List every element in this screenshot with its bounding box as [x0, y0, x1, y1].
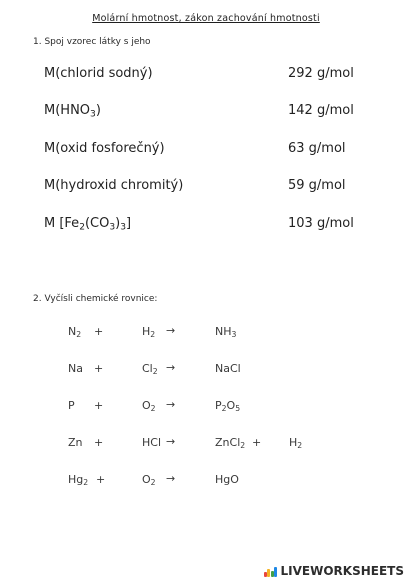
- equation-3-arrow: →: [166, 398, 176, 411]
- equation-4-arrow: →: [166, 435, 176, 448]
- equation-2-product-1: NaCl: [215, 362, 241, 375]
- equation-1-reactant-2: $H_2$: [142, 325, 156, 339]
- equation-1-reactant-1: $N_2$: [68, 325, 82, 339]
- molar-mass-value-1[interactable]: 292 g/mol: [288, 66, 354, 81]
- equation-2-reactant-2: $Cl_2$: [142, 362, 158, 376]
- task2-instruction: 2. Vyčísli chemické rovnice:: [33, 294, 158, 304]
- equation-4-plus: +: [94, 436, 104, 449]
- molar-mass-formula-3[interactable]: M(oxid fosforečný): [44, 141, 165, 156]
- molar-mass-value-5[interactable]: 103 g/mol: [288, 216, 354, 231]
- molar-mass-formula-2[interactable]: $M(HNO_3)$: [44, 103, 101, 120]
- equation-4-reactant-1: Zn: [68, 436, 83, 449]
- equation-5-reactant-1: $Hg_2$: [68, 473, 89, 487]
- liveworksheets-logo-icon: [264, 566, 278, 577]
- liveworksheets-brand[interactable]: [264, 564, 404, 578]
- task1-instruction: 1. Spoj vzorec látky s jeho: [33, 37, 151, 47]
- equation-3-plus: +: [94, 399, 104, 412]
- equation-4-product-1: ZnCl$_2$: [215, 436, 246, 450]
- molar-mass-formula-1[interactable]: M(chlorid sodný): [44, 66, 153, 81]
- brand-name: LIVEWORKSHEETS: [280, 564, 404, 578]
- equation-4-reactant-2: HCl: [142, 436, 162, 449]
- molar-mass-value-2[interactable]: 142 g/mol: [288, 103, 354, 118]
- equation-1-product-1: $NH_3$: [215, 325, 237, 339]
- equation-5-arrow: →: [166, 472, 176, 485]
- equation-3-reactant-2: $O_2$: [142, 399, 156, 413]
- equation-1-plus: +: [94, 325, 104, 338]
- molar-mass-formula-4[interactable]: M(hydroxid chromitý): [44, 178, 184, 193]
- equation-2-plus: +: [94, 362, 104, 375]
- equation-5-reactant-2: $O_2$: [142, 473, 156, 487]
- equation-2-reactant-1: Na: [68, 362, 83, 375]
- equation-3-reactant-1: P: [68, 399, 75, 412]
- worksheet-title: Molární hmotnost, zákon zachování hmotnosti: [92, 13, 320, 24]
- molar-mass-formula-5[interactable]: M $[Fe_2(CO_3)_3]$: [44, 216, 132, 233]
- equation-4-product-2: $H_2$: [289, 436, 303, 450]
- equation-1-arrow: →: [166, 324, 176, 337]
- equation-2-arrow: →: [166, 361, 176, 374]
- equation-4-product-plus: +: [252, 436, 262, 449]
- equation-5-product-1: HgO: [215, 473, 239, 486]
- equation-5-plus: +: [96, 473, 106, 486]
- molar-mass-value-4[interactable]: 59 g/mol: [288, 178, 346, 193]
- equation-3-product-1: $P_2O_5$: [215, 399, 241, 413]
- molar-mass-value-3[interactable]: 63 g/mol: [288, 141, 346, 156]
